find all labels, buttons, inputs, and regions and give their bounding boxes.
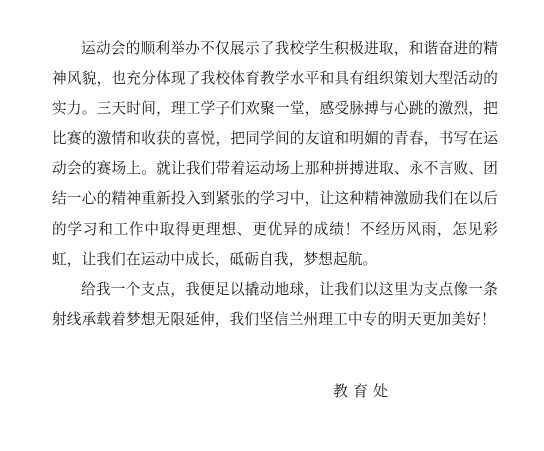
paragraph-2: 给我一个支点，我便足以撬动地球，让我们以这里为支点像一条射线承载着梦想无限延伸，我们坚信兰州理工中专的明天更加美好！ bbox=[52, 280, 498, 328]
document-body bbox=[52, 34, 498, 335]
paragraph-1: 运动会的顺利举办不仅展示了我校学生积极进取，和谐奋进的精神风貌，也充分体现了我校体育教学水平和具有组织策划大型活动的实力。三天时间，理工学子们欢聚一堂，感受脉搏与心跳的激烈，把比赛的激情和收获的喜悦，把同学间的友谊和明媚的青春，书写在运动会的赛场上。就让我们带着运动场上那种拼搏进取、永不言败、团结一心的精神重新投入到紧张的学习中，让这种精神激励我们在以后的学习和工作中取得更理想、更优异的成绩！不经历风雨，怎见彩虹，让我们在运动中成长，砥砺自我，梦想起航。 bbox=[52, 40, 498, 268]
signature: 教育处 bbox=[333, 382, 394, 400]
